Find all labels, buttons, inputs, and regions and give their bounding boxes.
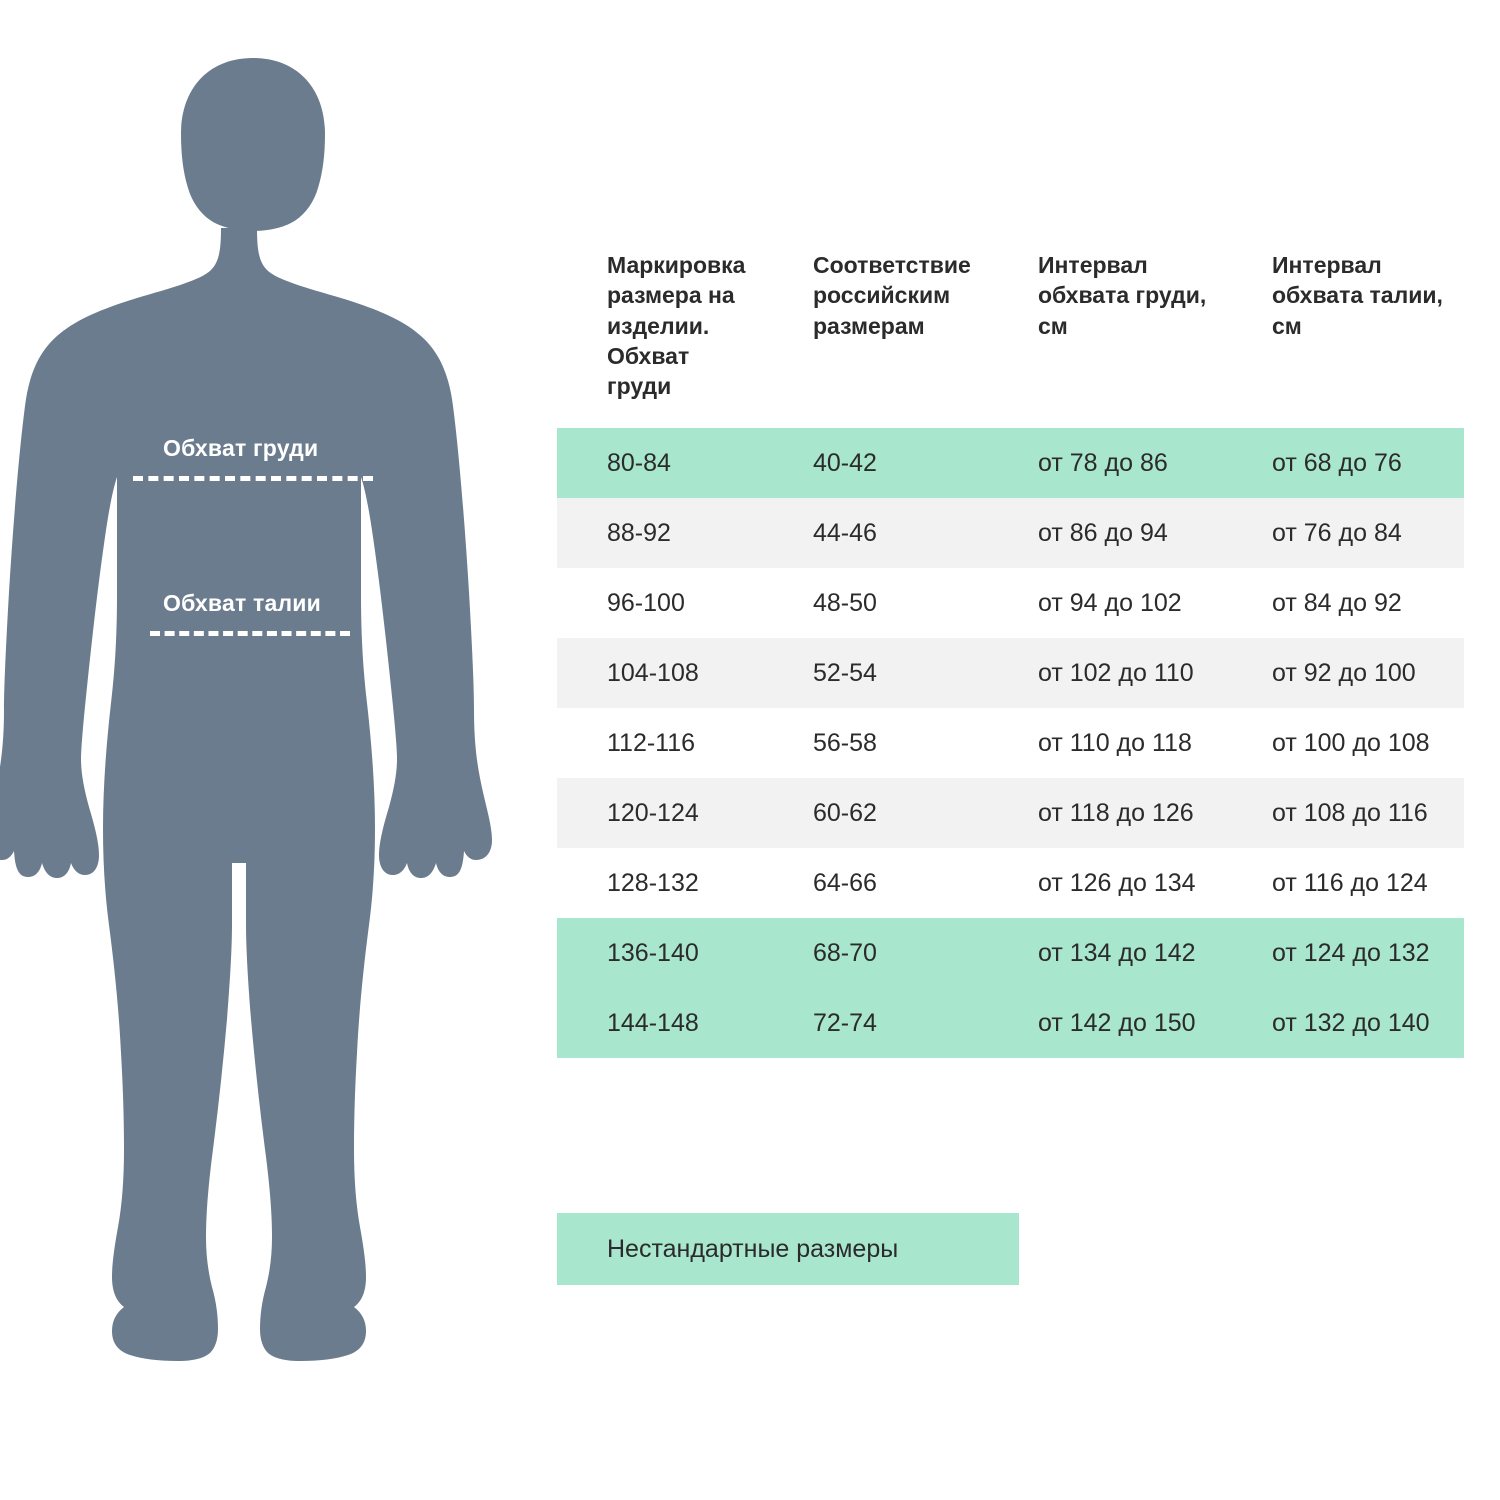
table-row (557, 708, 1464, 778)
cell-chest-range: от 94 до 102 (990, 568, 1224, 638)
cell-marking: 128-132 (557, 848, 765, 918)
cell-russian-size: 68-70 (765, 918, 990, 988)
cell-waist-range: от 116 до 124 (1224, 848, 1464, 918)
column-header-waist-range: Интервал обхвата талии, см (1224, 222, 1464, 428)
cell-waist-range: от 132 до 140 (1224, 988, 1464, 1058)
cell-chest-range: от 78 до 86 (990, 428, 1224, 498)
cell-marking: 104-108 (557, 638, 765, 708)
cell-russian-size: 52-54 (765, 638, 990, 708)
table-row (557, 498, 1464, 568)
cell-marking: 112-116 (557, 708, 765, 778)
table-row (557, 988, 1464, 1058)
cell-marking: 96-100 (557, 568, 765, 638)
body-figure-panel (0, 0, 545, 1500)
cell-waist-range: от 68 до 76 (1224, 428, 1464, 498)
column-header-chest-range: Интервал обхвата груди, см (990, 222, 1224, 428)
nonstandard-sizes-note (557, 1213, 1019, 1285)
cell-chest-range: от 110 до 118 (990, 708, 1224, 778)
cell-waist-range: от 84 до 92 (1224, 568, 1464, 638)
cell-waist-range: от 124 до 132 (1224, 918, 1464, 988)
table-header-row (557, 222, 1464, 428)
table-row (557, 848, 1464, 918)
cell-marking: 144-148 (557, 988, 765, 1058)
table-row (557, 568, 1464, 638)
cell-marking: 120-124 (557, 778, 765, 848)
cell-russian-size: 40-42 (765, 428, 990, 498)
cell-waist-range: от 92 до 100 (1224, 638, 1464, 708)
column-header-marking: Маркировка размера на изделии. Обхват груди (557, 222, 765, 428)
table-row (557, 918, 1464, 988)
cell-chest-range: от 118 до 126 (990, 778, 1224, 848)
cell-chest-range: от 142 до 150 (990, 988, 1224, 1058)
size-table-panel (557, 222, 1464, 1058)
cell-waist-range: от 100 до 108 (1224, 708, 1464, 778)
waist-measure-line (150, 631, 350, 636)
chest-measure-line (133, 476, 373, 481)
cell-chest-range: от 134 до 142 (990, 918, 1224, 988)
size-table-body (557, 428, 1464, 1058)
cell-russian-size: 60-62 (765, 778, 990, 848)
size-table-header (557, 222, 1464, 428)
cell-marking: 88-92 (557, 498, 765, 568)
cell-chest-range: от 126 до 134 (990, 848, 1224, 918)
cell-russian-size: 72-74 (765, 988, 990, 1058)
cell-marking: 80-84 (557, 428, 765, 498)
cell-marking: 136-140 (557, 918, 765, 988)
waist-measure-label: Обхват талии (163, 590, 321, 616)
table-row (557, 778, 1464, 848)
column-header-russian-size: Соответствие российским размерам (765, 222, 990, 428)
cell-russian-size: 56-58 (765, 708, 990, 778)
table-row (557, 428, 1464, 498)
table-row (557, 638, 1464, 708)
cell-chest-range: от 102 до 110 (990, 638, 1224, 708)
nonstandard-sizes-label: Нестандартные размеры (607, 1234, 899, 1263)
cell-chest-range: от 86 до 94 (990, 498, 1224, 568)
male-silhouette-icon (0, 0, 545, 1500)
chest-measure-label: Обхват груди (163, 435, 319, 461)
cell-waist-range: от 76 до 84 (1224, 498, 1464, 568)
cell-russian-size: 64-66 (765, 848, 990, 918)
cell-russian-size: 44-46 (765, 498, 990, 568)
cell-waist-range: от 108 до 116 (1224, 778, 1464, 848)
size-table (557, 222, 1464, 1058)
cell-russian-size: 48-50 (765, 568, 990, 638)
